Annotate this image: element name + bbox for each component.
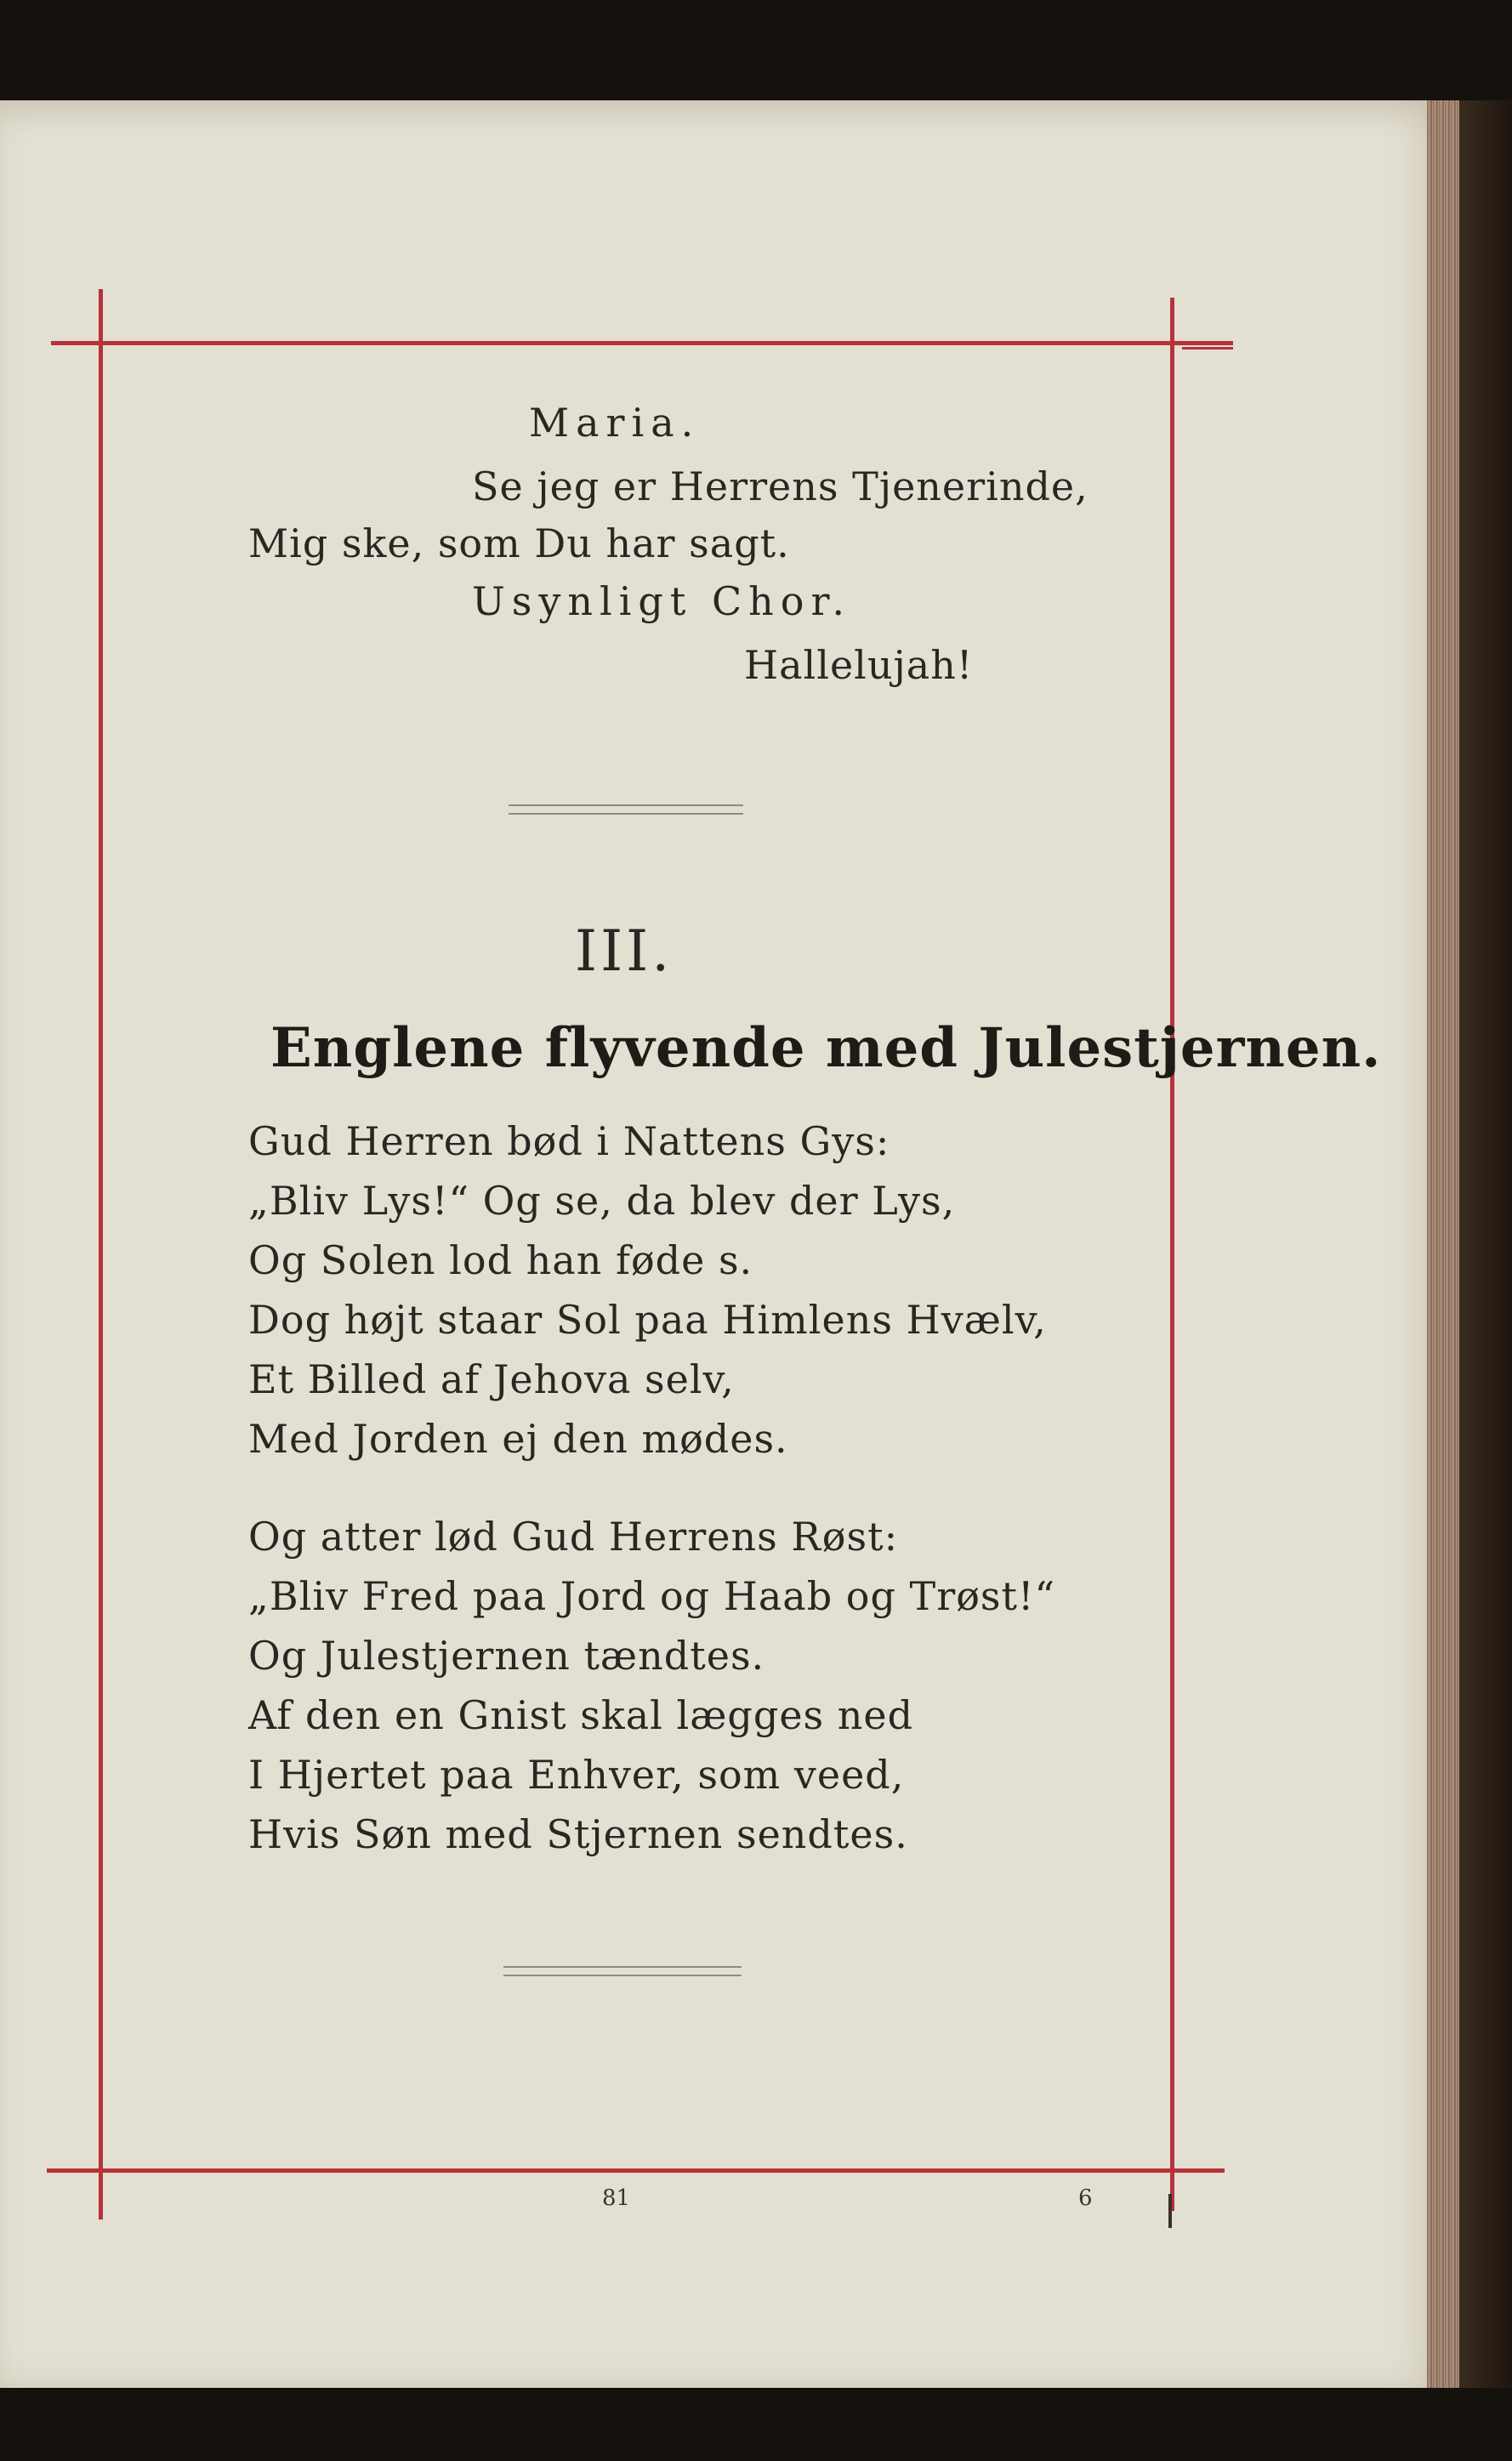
- verse-line: Af den en Gnist skal lægges ned: [248, 1692, 914, 1738]
- dialogue-line: Mig ske, som Du har sagt.: [248, 520, 790, 566]
- verse-line: „Bliv Lys!“ Og se, da blev der Lys,: [248, 1178, 956, 1224]
- verse-line: Gud Herren bød i Nattens Gys:: [248, 1118, 890, 1164]
- speaker-maria: Maria.: [529, 400, 701, 446]
- verse-line: Og atter lød Gud Herrens Røst:: [248, 1514, 899, 1560]
- page-edges: [1427, 100, 1459, 2388]
- verse-line: Med Jorden ej den mødes.: [248, 1416, 788, 1462]
- verse-line: Og Solen lod han føde s.: [248, 1237, 753, 1283]
- speaker-chorus: Usynligt Chor.: [472, 578, 852, 624]
- signature-mark: 81: [602, 2185, 631, 2211]
- frame-bottom-rule: [47, 2168, 1225, 2173]
- verse-line: Dog højt staar Sol paa Himlens Hvælv,: [248, 1297, 1047, 1343]
- ornamental-divider: [503, 1966, 742, 1976]
- section-title: Englene flyvende med Julestjernen.: [270, 1016, 1382, 1080]
- frame-bottom-right-stub: [1168, 2194, 1172, 2228]
- section-number: III.: [575, 918, 674, 984]
- frame-right-rule: [1170, 298, 1174, 2211]
- frame-top-rule-ext: [1182, 347, 1233, 350]
- verse-line: I Hjertet paa Enhver, som veed,: [248, 1752, 905, 1798]
- frame-top-rule: [51, 341, 1233, 345]
- book-cover: [1459, 100, 1512, 2388]
- verse-line: Og Julestjernen tændtes.: [248, 1633, 765, 1679]
- verse-line: „Bliv Fred paa Jord og Haab og Trøst!“: [248, 1573, 1055, 1619]
- page-number: 6: [1078, 2185, 1093, 2211]
- verse-line: Hvis Søn med Stjernen sendtes.: [248, 1811, 908, 1857]
- verse-line: Et Billed af Jehova selv,: [248, 1356, 735, 1402]
- ornamental-divider: [509, 804, 743, 815]
- dialogue-line: Hallelujah!: [744, 642, 974, 688]
- dialogue-line: Se jeg er Herrens Tjenerinde,: [472, 463, 1089, 509]
- frame-left-rule: [99, 289, 103, 2219]
